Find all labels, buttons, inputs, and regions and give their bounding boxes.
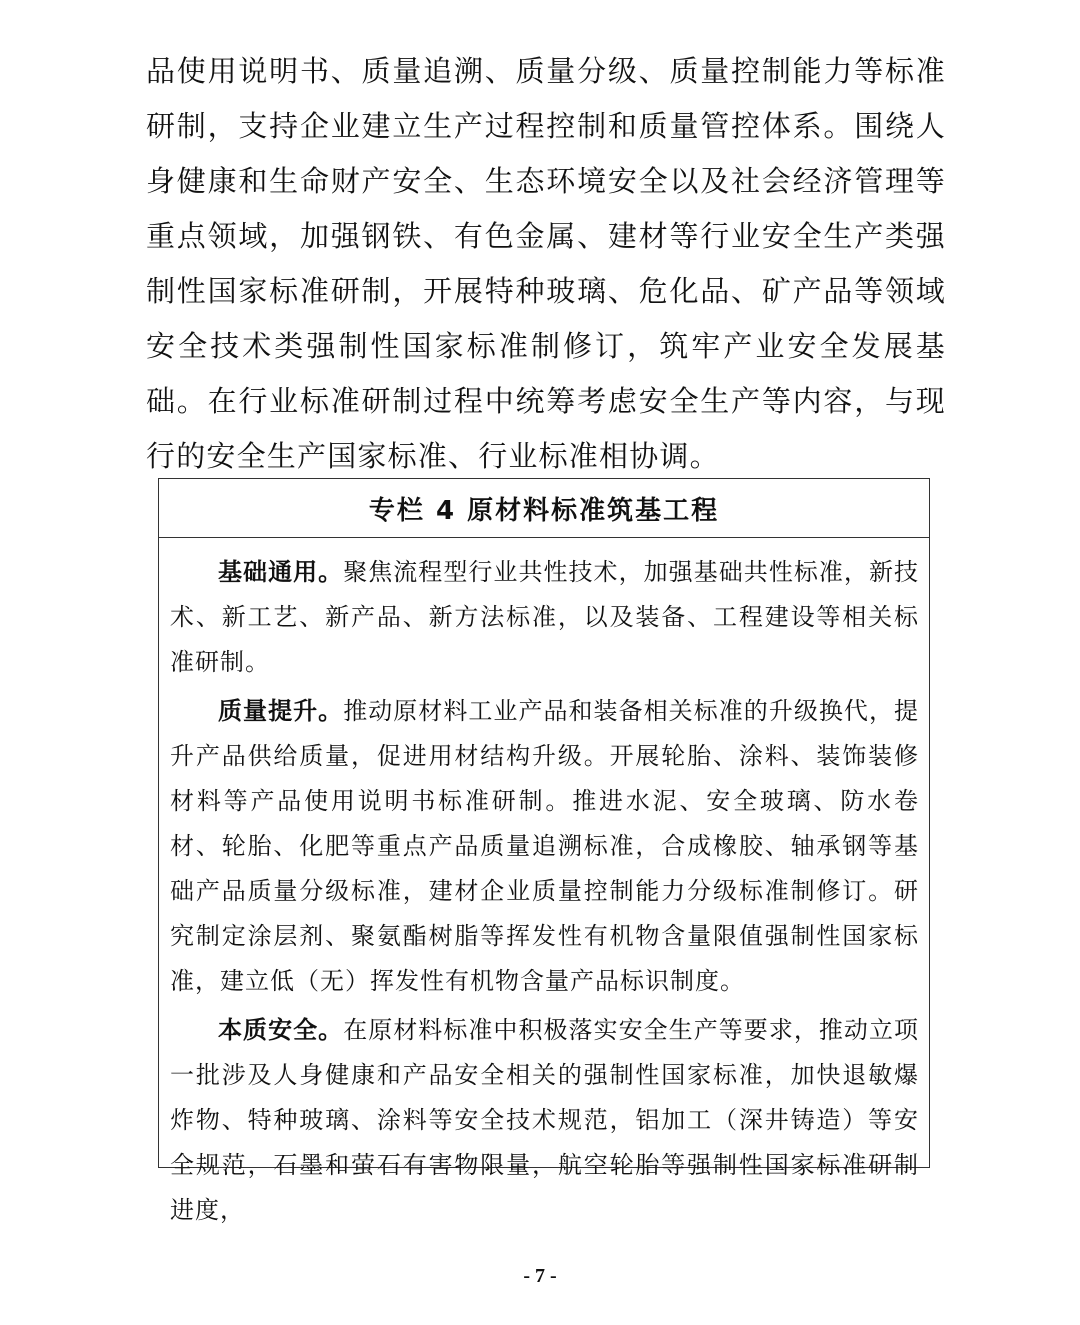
box-item-quality	[170, 689, 919, 1004]
box-item-lead: 基础通用。	[218, 558, 344, 586]
body-paragraph: 品使用说明书、质量追溯、质量分级、质量控制能力等标准研制，支持企业建立生产过程控制和质量管控体系。围绕人身健康和生命财产安全、生态环境安全以及社会经济管理等重点领域，加强钢铁、有色金属、建材等行业安全生产类强制性国家标准研制，开展特种玻璃、危化品、矿产品等领域安全技术类强制性国家标准制修订，筑牢产业安全发展基础。在行业标准研制过程中统筹考虑安全生产等内容，与现行的安全生产国家标准、行业标准相协调。	[146, 54, 946, 473]
box-item-lead: 本质安全。	[218, 1016, 344, 1044]
box-item-text: 在原材料标准中积极落实安全生产等要求，推动立项一批涉及人身健康和产品安全相关的强制性国家标准，加快退敏爆炸物、特种玻璃、涂料等安全技术规范，铝加工（深井铸造）等安全规范，石墨和萤石有害物限量，航空轮胎等强制性国家标准研制进度，	[170, 1016, 920, 1224]
box-item-basic	[170, 550, 919, 685]
feature-box-title: 专栏 4 原材料标准筑基工程	[159, 479, 929, 538]
feature-box	[158, 478, 930, 1224]
box-item-text: 聚焦流程型行业共性技术，加强基础共性标准，新技术、新工艺、新产品、新方法标准，以及装备、工程建设等相关标准研制。	[170, 558, 920, 676]
feature-box-body	[159, 538, 929, 1233]
box-item-text: 推动原材料工业产品和装备相关标准的升级换代，提升产品供给质量，促进用材结构升级。开展轮胎、涂料、装饰装修材料等产品使用说明书标准研制。推进水泥、安全玻璃、防水卷材、轮胎、化肥等重点产品质量追溯标准，合成橡胶、轴承钢等基础产品质量分级标准，建材企业质量控制能力分级标准制修订。研究制定涂层剂、聚氨酯树脂等挥发性有机物含量限值强制性国家标准，建立低（无）挥发性有机物含量产品标识制度。	[170, 697, 920, 995]
box-item-lead: 质量提升。	[218, 697, 344, 725]
box-item-safety	[170, 1008, 919, 1233]
page-number: - 7 -	[523, 1265, 557, 1287]
